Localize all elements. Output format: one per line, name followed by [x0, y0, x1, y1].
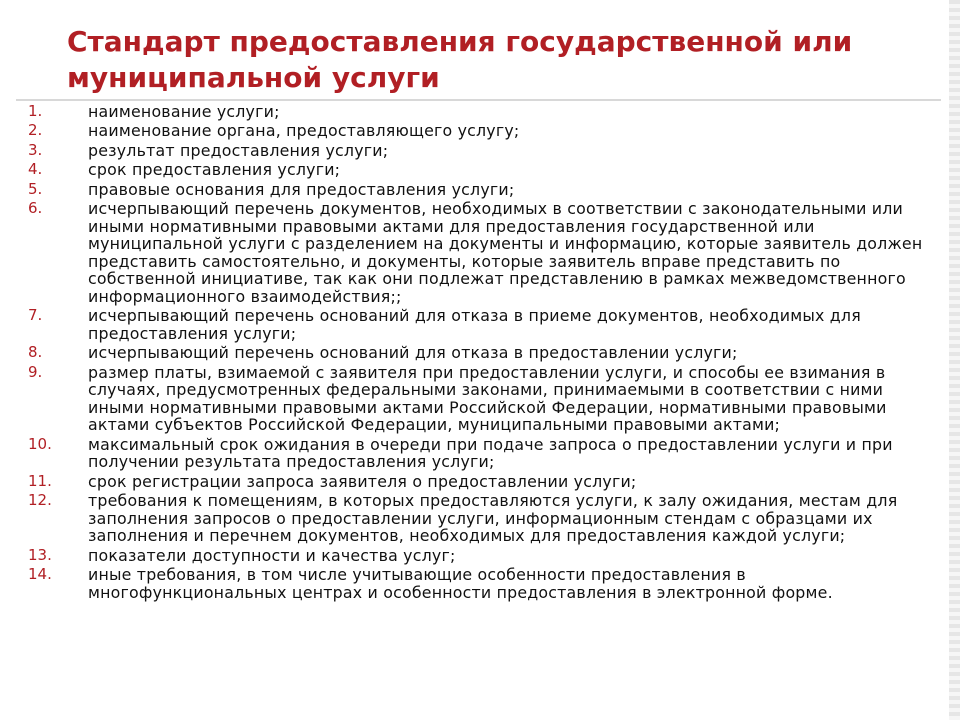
- item-text: правовые основания для предоставления услуги;: [88, 179, 515, 199]
- item-number: 10.: [28, 434, 52, 453]
- list-item: [28, 436, 933, 471]
- slide-title: Стандарт предоставления государственной или муниципальной услуги: [67, 25, 853, 94]
- list-item: [28, 344, 933, 362]
- item-text: результат предоставления услуги;: [88, 140, 389, 160]
- list-item: [28, 200, 933, 306]
- item-number: 3.: [28, 140, 43, 159]
- item-number: 12.: [28, 491, 52, 510]
- item-number: 7.: [28, 306, 43, 325]
- list-item: [28, 161, 933, 179]
- item-number: 9.: [28, 362, 43, 381]
- list-item: [28, 122, 933, 140]
- list-item: [28, 181, 933, 199]
- item-number: 11.: [28, 471, 52, 490]
- list-item: [28, 473, 933, 491]
- list-item: [28, 364, 933, 434]
- item-text: максимальный срок ожидания в очереди при подаче запроса о предоставлении услуги и при получении результата предоставления услуги;: [88, 434, 893, 472]
- list-item: [28, 103, 933, 121]
- item-number: 6.: [28, 198, 43, 217]
- list-item: [28, 307, 933, 342]
- list-item: [28, 566, 933, 601]
- requirements-list: [28, 103, 933, 601]
- list-item: [28, 492, 933, 545]
- item-text: срок предоставления услуги;: [88, 160, 341, 180]
- list-item: [28, 547, 933, 565]
- item-number: 1.: [28, 102, 43, 120]
- item-text: размер платы, взимаемой с заявителя при предоставлении услуги, и способы ее взимания в случаях, предусмотренных федеральными законами, принимаемыми в соответствии с ними иными нормативными правовыми актами Российской Федерации, нормативными правовыми актами субъектов Российской Федерации, муниципальными правовыми актами;: [88, 362, 887, 435]
- item-text: требования к помещениям, в которых предоставляются услуги, к залу ожидания, местам для заполнения запросов о предоставлении услуги, информационным стендам с образцами их заполнения и перечнем документов, необходимых для предоставления каждой услуги;: [88, 491, 898, 546]
- list-item: [28, 142, 933, 160]
- item-text: исчерпывающий перечень документов, необходимых в соответствии с законодательными или иными нормативными правовыми актами для предоставления государственной или муниципальной услуги с разделением на документы и информацию, которые заявитель должен представить самостоятельно, и документы, которые заявитель вправе представить по собственной инициативе, так как они подлежат представлению в рамках межведомственного информационного взаимодействия;;: [88, 198, 923, 306]
- item-text: исчерпывающий перечень оснований для отказа в предоставлении услуги;: [88, 343, 738, 363]
- item-number: 4.: [28, 160, 43, 179]
- item-number: 2.: [28, 121, 43, 140]
- decorative-side-stripe: [949, 0, 960, 720]
- item-text: исчерпывающий перечень оснований для отказа в приеме документов, необходимых для предоставления услуги;: [88, 306, 861, 343]
- item-number: 13.: [28, 545, 52, 564]
- item-number: 8.: [28, 343, 43, 362]
- item-number: 14.: [28, 565, 52, 584]
- item-text: иные требования, в том числе учитывающие особенности предоставления в многофункциональных центрах и особенности предоставления в электронной форме.: [88, 565, 833, 602]
- item-text: срок регистрации запроса заявителя о предоставлении услуги;: [88, 471, 637, 491]
- item-text: показатели доступности и качества услуг;: [88, 545, 456, 565]
- title-divider: [16, 99, 941, 101]
- item-text: наименование органа, предоставляющего услугу;: [88, 121, 520, 141]
- item-number: 5.: [28, 179, 43, 198]
- item-text: наименование услуги;: [88, 102, 280, 121]
